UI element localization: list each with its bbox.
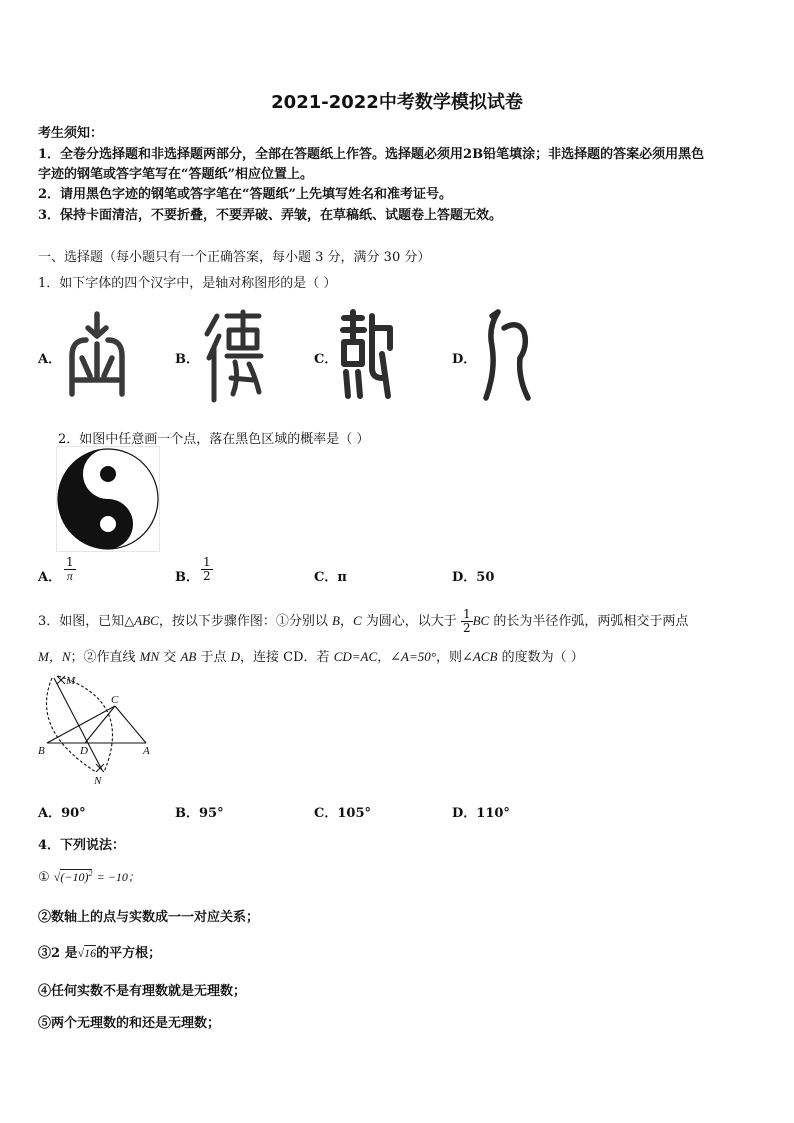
q4-statement-1: ① $√(-10)^2 = -10$；: [38, 869, 140, 885]
q3-math: △ABC: [124, 613, 159, 628]
q3-math: D: [230, 649, 241, 664]
notice-line-1b: 字迹的钢笔或答字笔写在“答题纸”相应位置上。: [38, 167, 313, 182]
q4-s3-pre: ③2 是: [38, 946, 78, 961]
q3-text: 的长为半径作弧，两弧相交于两点: [493, 614, 689, 629]
fraction-numerator: 1: [462, 607, 471, 621]
q3-text: ，则: [435, 650, 462, 665]
yin-yang-figure: [56, 446, 160, 552]
q3-construction-figure: [36, 670, 156, 788]
q2-option-a-label: A．: [38, 570, 62, 585]
point-label-n: N: [94, 775, 102, 787]
fraction-denominator: 2: [462, 621, 471, 635]
q1-option-c: C．: [314, 352, 338, 367]
q3-text: 的度数为（ ）: [501, 650, 584, 665]
q4-s1-number: ①: [38, 870, 50, 885]
point-label-c: C: [111, 694, 119, 706]
q2-option-c: C．π: [314, 570, 347, 585]
q4-s1-exponent: 2: [88, 869, 93, 878]
seal-character-a-image: [64, 310, 130, 402]
point-label-m: M: [66, 675, 76, 687]
q3-option-b: B．95°: [175, 806, 224, 821]
fraction-denominator: 2: [203, 569, 211, 583]
q3-math: BC: [472, 613, 490, 628]
q3-text: 为圆心，以大于: [365, 614, 457, 629]
page-title: 2021-2022中考数学模拟试卷: [271, 92, 523, 113]
q4-s1-rest: = −10；: [96, 870, 140, 884]
fraction-denominator: π: [66, 569, 73, 583]
notice-line-2: 2．请用黑色字迹的钢笔或答字笔在“答题纸”上先填写姓名和准考证号。: [38, 187, 453, 202]
q3-text: ；②作直线: [70, 650, 136, 665]
notice-heading: 考生须知：: [38, 126, 104, 141]
q4-statement-4: ④任何实数不是有理数就是无理数；: [38, 984, 247, 999]
q4-statement-3: ③2 是√16的平方根；: [38, 946, 162, 961]
point-label-d: D: [80, 745, 88, 757]
seal-character-d-image: [478, 306, 538, 404]
notice-line-1a: 1．全卷分选择题和非选择题两部分，全部在答题纸上作答。选择题必须用2B铅笔填涂；非选择题的答案必须用黑色: [38, 147, 705, 162]
q3-option-c: C．105°: [314, 806, 371, 821]
q3-math: MN: [139, 649, 160, 664]
q3-option-a: A．90°: [38, 806, 86, 821]
q3-math: M，N: [38, 649, 71, 664]
q3-line-2: [38, 646, 584, 665]
q2-option-a-fraction: [64, 556, 76, 583]
q3-text: 3．如图，已知: [38, 614, 125, 629]
q4-s3-post: 的平方根；: [96, 946, 162, 961]
seal-character-c-image: [338, 308, 396, 404]
notice-line-3: 3．保持卡面清洁，不要折叠，不要弄破、弄皱，在草稿纸、试题卷上答题无效。: [38, 208, 503, 223]
fraction-numerator: 1: [66, 555, 74, 569]
q4-s1-radicand: (−10): [60, 870, 89, 884]
q2-stem: 2．如图中任意画一个点，落在黑色区域的概率是（ ）: [58, 432, 370, 447]
q2-option-b-fraction: [201, 556, 213, 583]
q4-s3-radicand: 16: [84, 946, 97, 960]
q3-math: CD=AC，∠A=50°: [333, 649, 436, 664]
q3-option-d: D．110°: [452, 806, 510, 821]
q4-statement-2: ②数轴上的点与实数成一一对应关系；: [38, 910, 260, 925]
q3-text: ，按以下步骤作图：①分别以: [158, 614, 328, 629]
q2-option-b-label: B．: [175, 570, 199, 585]
q4-statement-5: ⑤两个无理数的和还是无理数；: [38, 1016, 221, 1031]
q1-option-a: A．: [38, 352, 62, 367]
q1-option-b: B．: [175, 352, 199, 367]
q3-text: ，: [339, 614, 353, 629]
q2-option-d: D．50: [452, 570, 495, 585]
fraction-numerator: 1: [203, 555, 211, 569]
section-heading: 一、选择题（每小题只有一个正确答案，每小题 3 分，满分 30 分）: [38, 250, 431, 265]
q3-math: B: [332, 613, 340, 628]
q3-text: 于点: [200, 650, 227, 665]
q1-option-d: D．: [452, 352, 477, 367]
seal-character-b-image: [203, 308, 265, 404]
point-label-b: B: [38, 745, 45, 757]
q3-math: C: [352, 613, 362, 628]
q3-text: 交: [163, 650, 177, 665]
q3-math: ∠ACB: [461, 649, 498, 664]
q3-math: AB: [180, 649, 197, 664]
point-label-a: A: [143, 745, 150, 757]
q4-stem: 4．下列说法：: [38, 838, 126, 853]
q1-stem: 1．如下字体的四个汉字中，是轴对称图形的是（ ）: [38, 276, 337, 291]
q3-line-1: [38, 608, 688, 635]
q3-text: ，连接 CD．若: [240, 650, 330, 665]
